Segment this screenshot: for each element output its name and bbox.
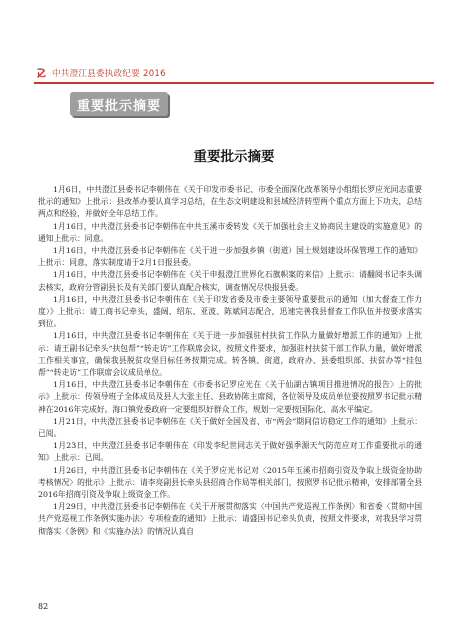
header-rule bbox=[34, 82, 434, 84]
paragraph: 1月16日，中共澄江县委书记李朝伟在《关于进一步加强乡镇（街道）国土规划建设环保管理工作的通知》上批示：同意，落实制度请于2月1日报县委。 bbox=[38, 246, 422, 268]
running-header bbox=[34, 66, 434, 80]
paragraph: 1月16日，中共澄江县委书记李朝伟在《关于印发省委及市委主要领导重要批示的通知（加大督查工作力度）》上批示：请工商书记牵头，盛阔、绍东、亚波、陈斌同志配合，迅速完善我县督查工作队伍并按要求落实到位。 bbox=[38, 294, 422, 329]
article-body bbox=[38, 184, 422, 538]
page-number: 82 bbox=[38, 602, 49, 611]
paragraph: 1月16日，中共澄江县委书记李朝伟在《关于进一步加强驻村扶贫工作队力量做好增派工作的通知》上批示：请王副书记牵头“扶包帮”“转走访”工作联席会议，按照文件要求，加强驻村扶贫干部工作队力量，做好增派工作相关事宜，确保我县脱贫攻坚目标任务按期完成。转各镇、街道，政府办、县委组织部、扶贫办等“挂包帮”“转走访”工作联席会议成员单位。 bbox=[38, 331, 422, 378]
paragraph: 1月6日，中共澄江县委书记李朝伟在《关于印发市委书记、市委全面深化改革领导小组组长罗应光同志重要批示的通知》上批示：县改革办要认真学习总结，在生态文明建设和县域经济转型两个重点方面上下功夫，总结两点和经验，并做好全年总结工作。 bbox=[38, 185, 422, 219]
paragraph: 1月16日，中共澄江县委书记李朝伟在《市委书记罗应光在〈关于仙湖古镇项目推进情况的报告〉上的批示》上批示：传领导班子全体成员及县人大张主任、县政协陈主席阅，各位领导及成员单位要按照罗书记批示精神在2016年完成好。海口镇党委政府一定要组织好群众工作，规划一定要按国际化、高水平编定。 bbox=[38, 380, 422, 414]
paragraph: 1月23日，中共澄江县委书记李朝伟在《印发李纪世同志关于做好强季源天气防范应对工作重要批示的通知》上批示：已阅。 bbox=[38, 441, 422, 463]
article-title: 重要批示摘要 bbox=[193, 149, 275, 165]
section-tag bbox=[70, 92, 168, 116]
paragraph: 1月16日，中共澄江县委书记李朝伟在《关于申报澄江世界化石旗帜案的来信》上批示：请翻阅书记李头调去核实，政府分管副县长及有关部门要认真配合核实，调查情况尽快报县委。 bbox=[38, 270, 422, 292]
paragraph: 1月21日，中共澄江县委书记李朝伟在《关于做好全国及省、市“两会”期间信访稳定工作的通知》上批示：已阅。 bbox=[38, 416, 422, 439]
yearbook-title: 中共澄江县委执政纪要 2016 bbox=[52, 69, 166, 79]
paragraph: 1月26日，中共澄江县委书记李朝伟在《关于罗应光书记对〈2015年玉溪市招商引资及争取上级资金协助考核情况〉的批示》上批示：请李亮副县长牵头县招商合作局等相关部门，按照罗书记批示精神，安排部署全县2016年招商引资及争取上级资金工作。 bbox=[38, 465, 422, 500]
paragraph: 1月16日，中共澄江县委书记李朝伟在中共玉溪市委转发《关于加强社会主义协商民主建设的实施意见》的通知上批示：同意。 bbox=[38, 221, 422, 243]
paragraph: 1月29日，中共澄江县委书记李朝伟在《关于开展贯彻落实〈中国共产党巡视工作条例〉和省委〈贯彻中国共产党巡视工作条例实施办法〉专项检查的通知》上批示：请盛国书记牵头负责，按照文件要求，对我县学习贯彻落实《条例》和《实施办法》的情况认真自 bbox=[38, 502, 422, 536]
section-tag-label: 重要批示摘要 bbox=[76, 98, 161, 114]
party-emblem-icon bbox=[34, 66, 48, 80]
